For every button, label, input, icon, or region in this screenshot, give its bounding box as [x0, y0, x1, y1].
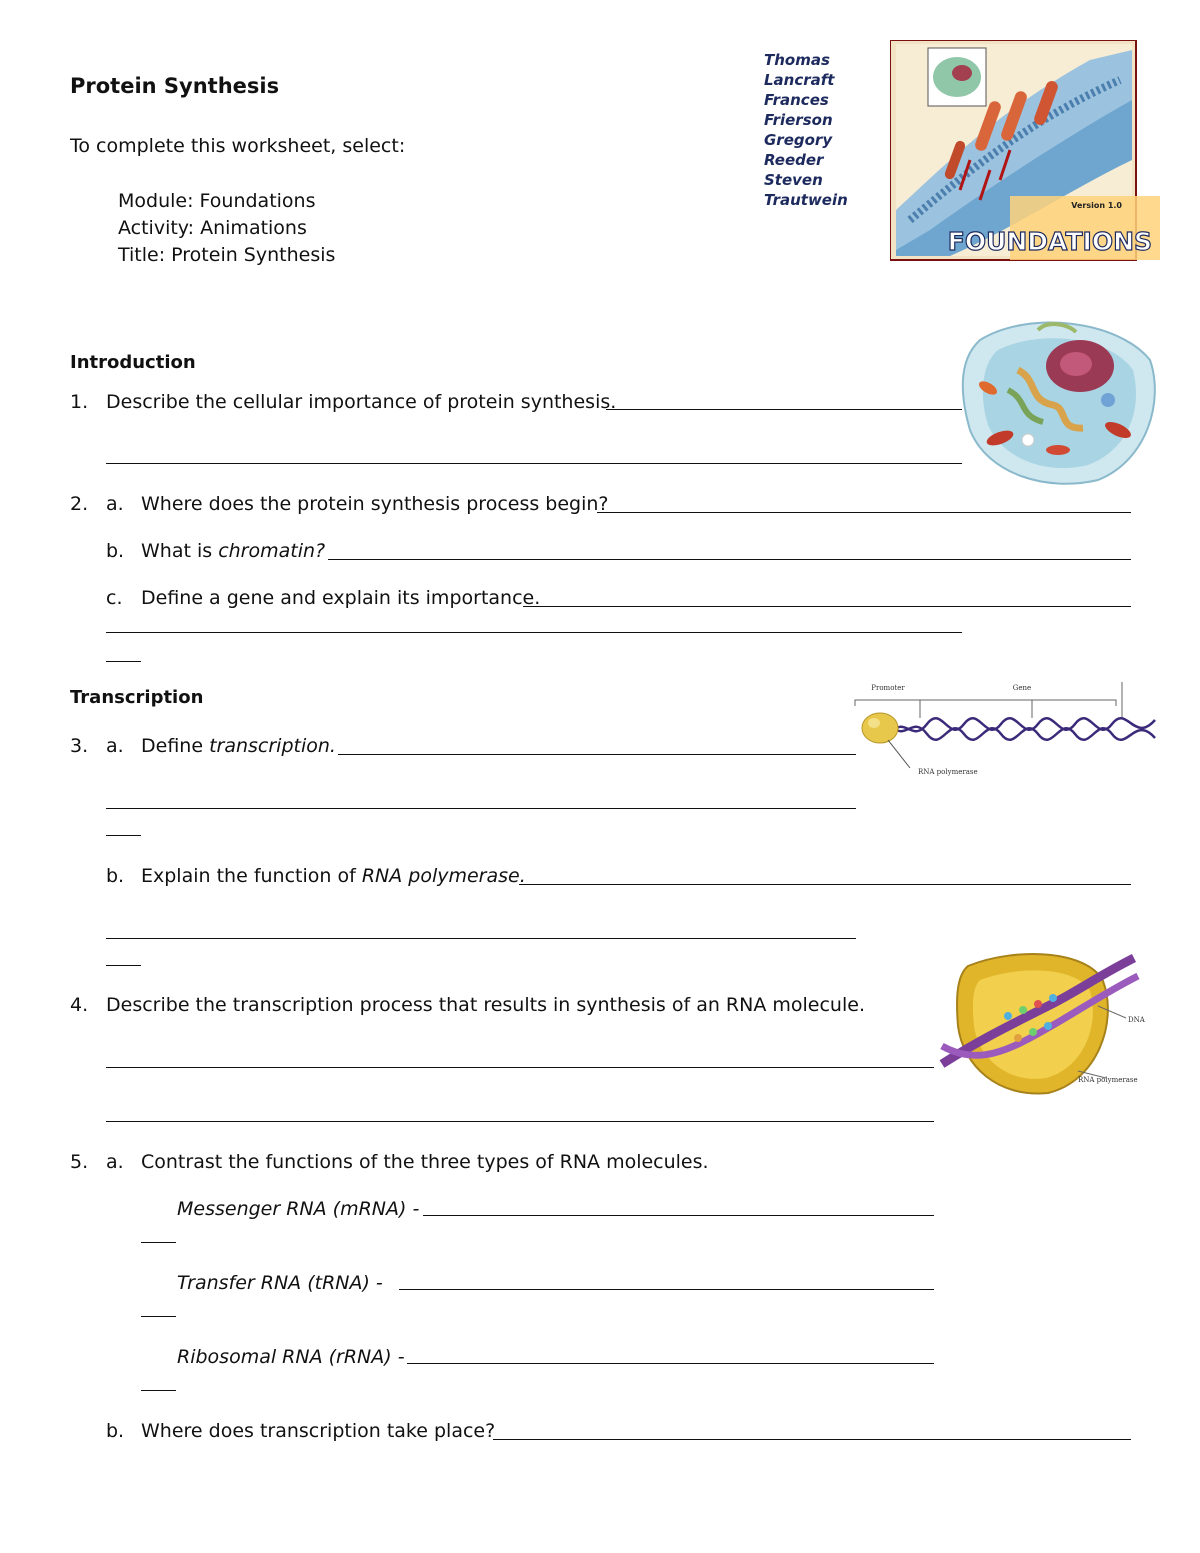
question-2a-text: Where does the protein synthesis process begin? [141, 493, 609, 515]
question-3b-text [141, 864, 526, 888]
cover-author: Frances Frierson [764, 91, 833, 129]
term-transcription: transcription. [209, 735, 336, 757]
answer-line[interactable] [106, 463, 962, 464]
answer-line[interactable] [328, 559, 1131, 560]
cover-author: Steven Trautwein [764, 171, 848, 209]
answer-line[interactable] [523, 606, 1131, 607]
cover-author: Gregory Reeder [764, 131, 833, 169]
cover-product: FOUNDATIONS [947, 227, 1152, 256]
question-2-number: 2. [70, 493, 89, 515]
question-5-number: 5. [70, 1151, 89, 1173]
question-2b-text [141, 539, 325, 563]
question-2a-letter: a. [106, 493, 124, 515]
question-3a-text [141, 734, 336, 758]
cover-version: Version 1.0 [1071, 201, 1122, 210]
module-line: Module: Foundations [118, 190, 316, 212]
answer-line-continuation[interactable] [141, 1242, 176, 1243]
label-rna-polymerase: RNA polymerase [918, 768, 978, 776]
animal-cell-image [958, 310, 1162, 488]
question-1-number: 1. [70, 391, 89, 413]
question-3b-text-plain: Explain the function of [141, 865, 362, 887]
label-mrna: Messenger RNA (mRNA) - [177, 1198, 420, 1220]
label-rrna: Ribosomal RNA (rRNA) - [177, 1346, 405, 1368]
label-trna: Transfer RNA (tRNA) - [177, 1272, 383, 1294]
question-2b-text-plain: What is [141, 540, 219, 562]
foundations-cover-image [764, 40, 1160, 262]
answer-line[interactable] [407, 1363, 934, 1364]
question-4-text: Describe the transcription process that results in synthesis of an RNA molecule. [106, 994, 865, 1016]
rna-polymerase-image [938, 946, 1160, 1096]
question-5a-text: Contrast the functions of the three types of RNA molecules. [141, 1151, 709, 1173]
answer-line[interactable] [106, 938, 856, 939]
page-title: Protein Synthesis [70, 74, 280, 98]
question-2c-letter: c. [106, 587, 123, 609]
answer-line[interactable] [519, 884, 1131, 885]
answer-line-continuation[interactable] [106, 835, 141, 836]
answer-line-continuation[interactable] [106, 965, 141, 966]
cover-author: Thomas Lancraft [764, 51, 835, 89]
question-1-text: Describe the cellular importance of protein synthesis. [106, 391, 617, 413]
answer-line[interactable] [399, 1289, 934, 1290]
cover-art [890, 40, 1160, 262]
question-3-number: 3. [70, 735, 89, 757]
question-2c-text: Define a gene and explain its importance. [141, 587, 541, 609]
answer-line[interactable] [606, 409, 962, 410]
section-transcription: Transcription [70, 687, 204, 708]
title-line: Title: Protein Synthesis [118, 244, 336, 266]
instructions: To complete this worksheet, select: [70, 135, 406, 157]
answer-line[interactable] [423, 1215, 934, 1216]
question-3a-text-plain: Define [141, 735, 210, 757]
question-5a-letter: a. [106, 1151, 124, 1173]
question-2b-letter: b. [106, 540, 125, 562]
label-gene: Gene [1012, 684, 1032, 692]
question-3a-letter: a. [106, 735, 124, 757]
answer-line[interactable] [106, 808, 856, 809]
answer-line[interactable] [106, 1121, 934, 1122]
term-rna-polymerase: RNA polymerase. [361, 865, 526, 887]
gene-promoter-diagram [850, 678, 1162, 780]
answer-line[interactable] [106, 1067, 934, 1068]
answer-line[interactable] [493, 1439, 1131, 1440]
answer-line-continuation[interactable] [141, 1390, 176, 1391]
section-introduction: Introduction [70, 352, 196, 373]
question-5b-text: Where does transcription take place? [141, 1420, 496, 1442]
question-5b-letter: b. [106, 1420, 125, 1442]
answer-line-continuation[interactable] [106, 661, 141, 662]
answer-line[interactable] [338, 754, 856, 755]
question-4-number: 4. [70, 994, 89, 1016]
answer-line-continuation[interactable] [141, 1316, 176, 1317]
cover-authors [764, 50, 890, 210]
answer-line[interactable] [106, 632, 962, 633]
answer-line[interactable] [597, 512, 1131, 513]
label-rna-polymerase-2: RNA polymerase [1078, 1076, 1138, 1084]
question-3b-letter: b. [106, 865, 125, 887]
label-promoter: Promoter [871, 684, 905, 692]
label-dna: DNA [1128, 1016, 1145, 1024]
activity-line: Activity: Animations [118, 217, 307, 239]
term-chromatin: chromatin? [218, 540, 326, 562]
